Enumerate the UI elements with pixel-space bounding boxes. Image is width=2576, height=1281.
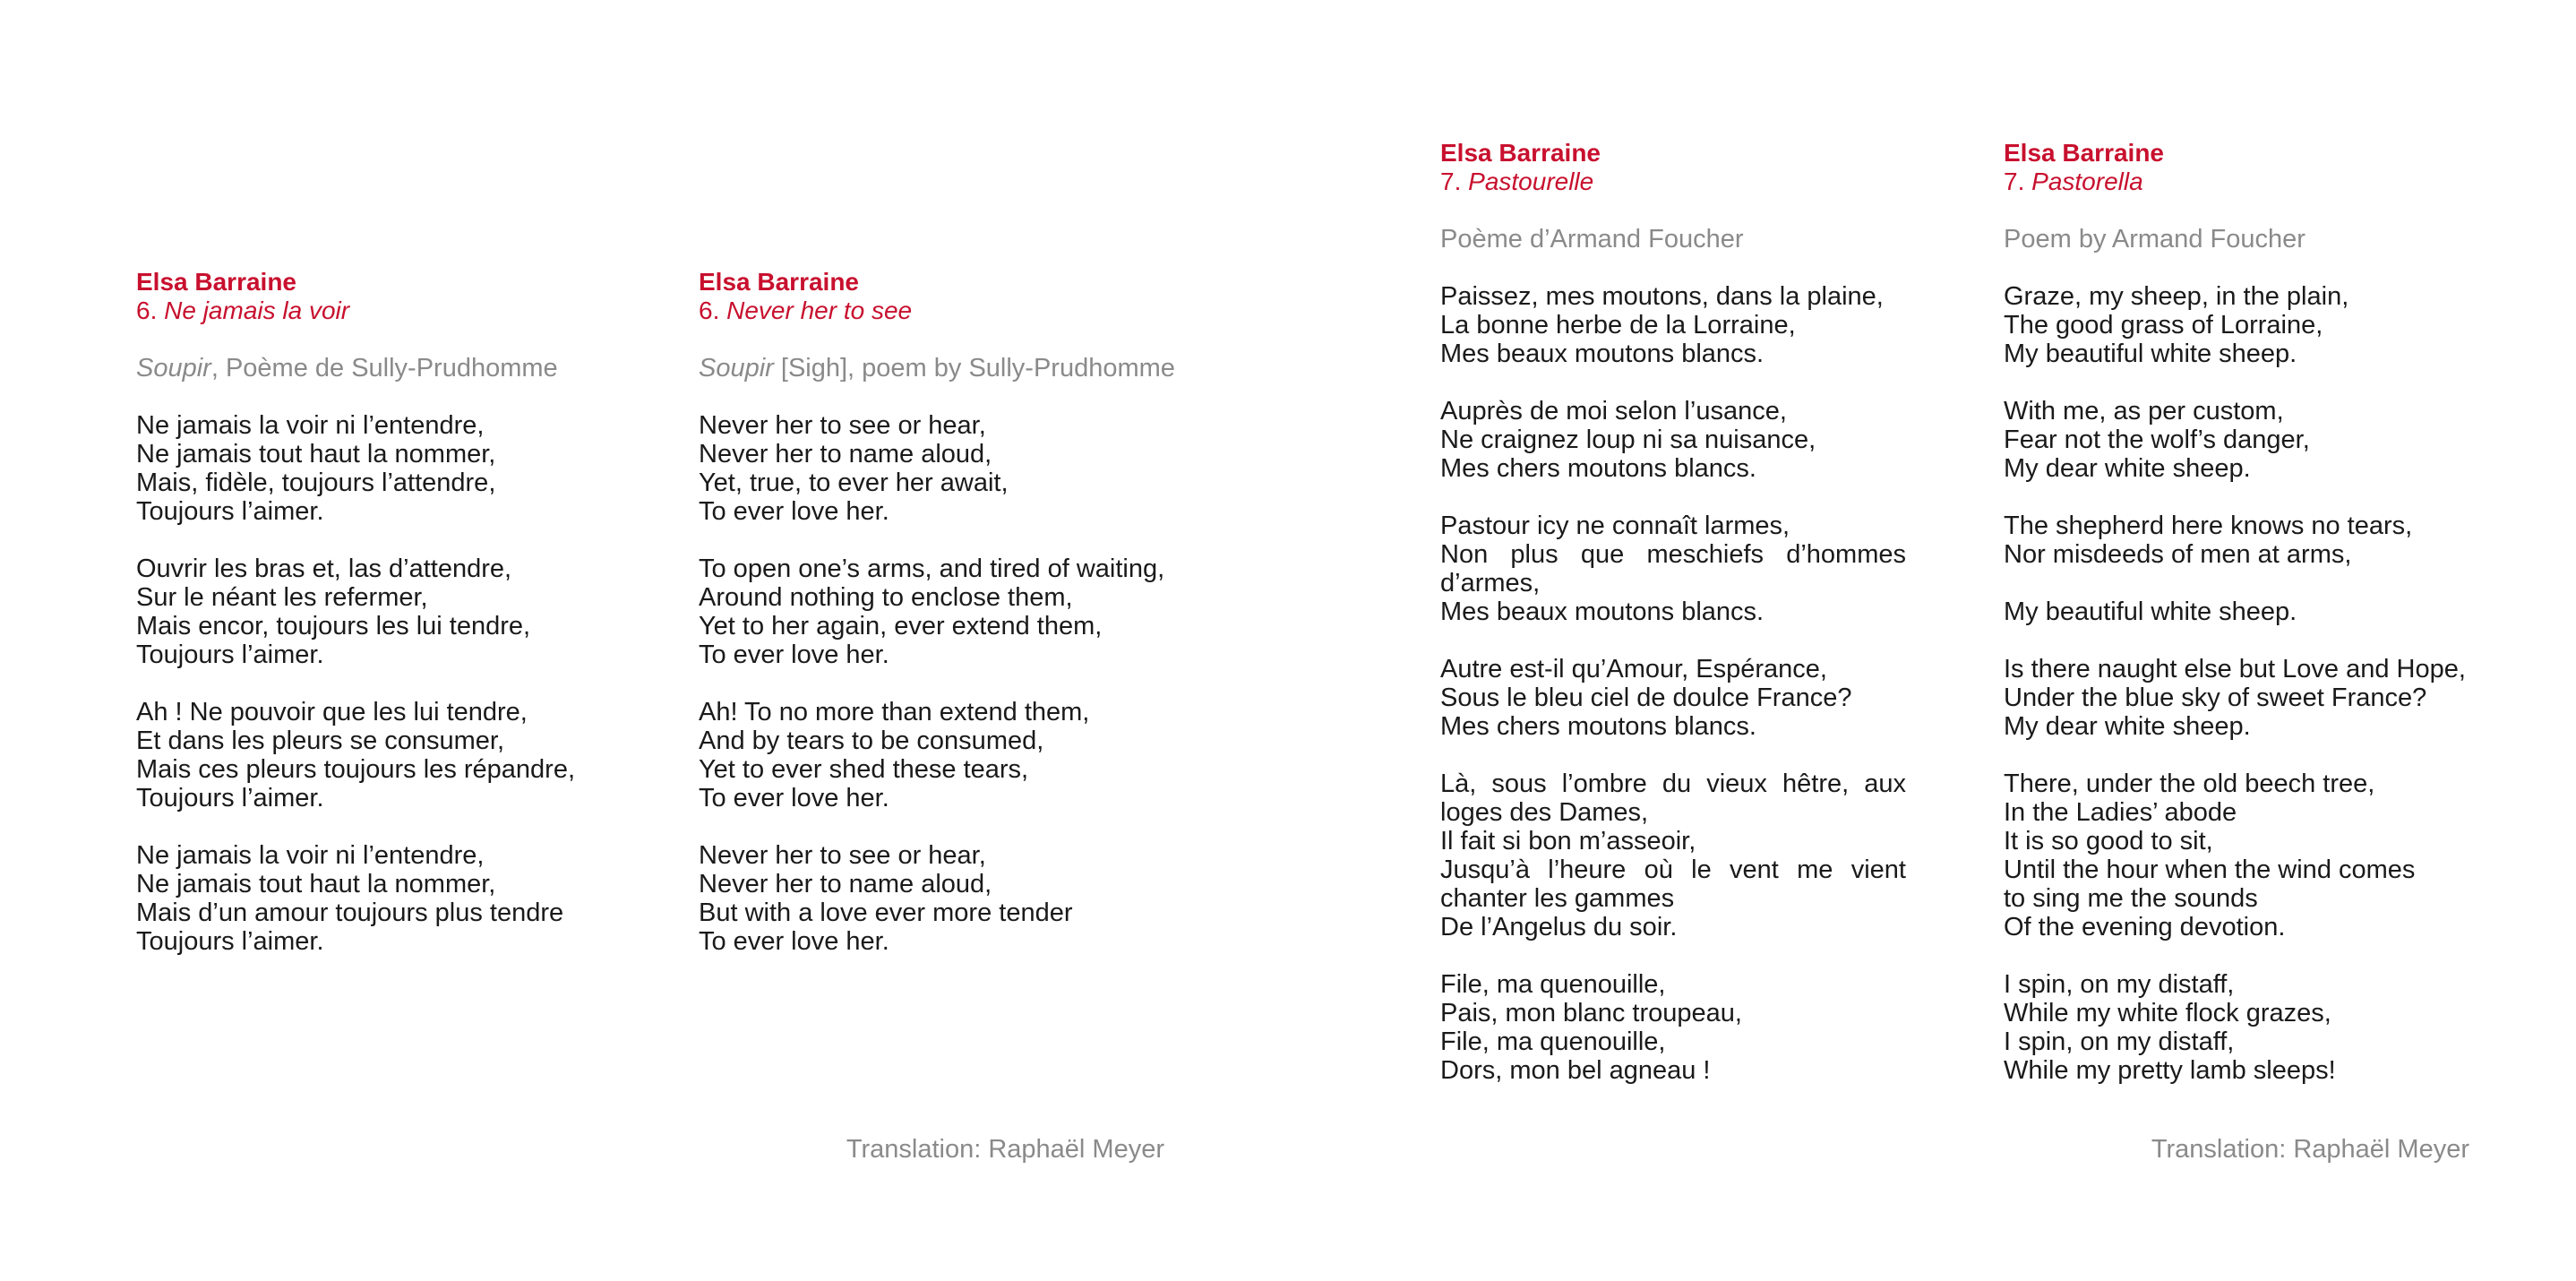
stanza — [1440, 769, 1906, 941]
poem-line: Mes chers moutons blancs. — [1440, 454, 1756, 483]
subtitle-italic: Soupir — [136, 354, 211, 383]
stanza — [699, 841, 1182, 956]
poem-subtitle — [1440, 225, 1906, 254]
poem-line: To ever love her. — [699, 640, 889, 669]
poem-line: To ever love her. — [699, 497, 889, 526]
poem-body — [136, 411, 620, 956]
song-heading — [699, 297, 1182, 325]
poem-line: Toujours l’aimer. — [136, 640, 324, 669]
poem-line: Graze, my sheep, in the plain, — [2004, 282, 2349, 311]
translation-credit: Translation: Raphaël Meyer — [2151, 1135, 2469, 1164]
poem-line: Sur le néant les refermer, — [136, 583, 428, 612]
poem-body — [699, 411, 1182, 956]
stanza — [2004, 970, 2469, 1085]
poem-line: Paissez, mes moutons, dans la plaine, — [1440, 282, 1884, 311]
poem-line: Toujours l’aimer. — [136, 927, 324, 956]
stanza — [2004, 282, 2469, 368]
poem-line: Sous le bleu ciel de doulce France? — [1440, 683, 1852, 712]
poem-line: With me, as per custom, — [2004, 397, 2284, 426]
poem-line: To ever love her. — [699, 927, 889, 956]
poem-line: While my pretty lamb sleeps! — [2004, 1056, 2336, 1085]
stanza — [699, 555, 1182, 669]
poem-line: Mais, fidèle, toujours l’attendre, — [136, 469, 496, 497]
song-heading — [2004, 168, 2469, 196]
poem-subtitle — [2004, 225, 2469, 254]
poem-line: My dear white sheep. — [2004, 454, 2251, 483]
poem-body — [2004, 282, 2469, 1085]
song-number: 7. — [2004, 168, 2032, 195]
poem-line: Mes beaux moutons blancs. — [1440, 340, 1765, 368]
poem-line: Toujours l’aimer. — [136, 784, 324, 812]
left-french-column — [136, 268, 620, 956]
poem-line: To ever love her. — [699, 784, 889, 812]
poem-line: To open one’s arms, and tired of waiting, — [699, 555, 1165, 583]
stanza — [1440, 970, 1906, 1085]
poem-line: Mes beaux moutons blancs. — [1440, 598, 1765, 626]
poem-line: My beautiful white sheep. — [2004, 340, 2297, 368]
right-english-column — [2004, 139, 2469, 1085]
poem-line: The shepherd here knows no tears, — [2004, 512, 2413, 540]
subtitle-text: Poem by Armand Foucher — [2004, 225, 2306, 254]
poem-line: Il fait si bon m’asseoir, — [1440, 827, 1696, 855]
poem-line: In the Ladies’ abode — [2004, 798, 2237, 827]
song-title: Never her to see — [726, 297, 913, 324]
stanza — [2004, 655, 2469, 741]
poem-line: Around nothing to enclose them, — [699, 583, 1073, 612]
song-heading — [1440, 168, 1906, 196]
poem-line: Ne jamais la voir ni l’entendre, — [136, 411, 485, 440]
poem-line: Ouvrir les bras et, las d’attendre, — [136, 555, 512, 583]
poem-line: Autre est-il qu’Amour, Espérance, — [1440, 655, 1827, 683]
poem-line: The good grass of Lorraine, — [2004, 311, 2323, 340]
poem-line: File, ma quenouille, — [1440, 1027, 1666, 1056]
stanza — [1440, 512, 1906, 626]
poem-line: Of the evening devotion. — [2004, 913, 2286, 941]
poem-line: My dear white sheep. — [2004, 712, 2251, 741]
poem-line: Non plus que meschiefs d’hommes d’armes, — [1440, 540, 1906, 598]
poem-line: File, ma quenouille, — [1440, 970, 1666, 999]
poem-line: Never her to see or hear, — [699, 841, 986, 870]
stanza — [2004, 397, 2469, 483]
composer-name: Elsa Barraine — [136, 268, 296, 296]
poem-line: Pastour icy ne connaît larmes, — [1440, 512, 1790, 540]
song-number: 6. — [699, 297, 727, 324]
poem-line: Mais encor, toujours les lui tendre, — [136, 612, 531, 640]
poem-line: Never her to name aloud, — [699, 440, 992, 469]
poem-line: Toujours l’aimer. — [136, 497, 324, 526]
subtitle-italic: Soupir — [699, 354, 774, 383]
poem-line: Jusqu’à l’heure où le vent me vient chanter les gammes — [1440, 855, 1906, 913]
poem-line: There, under the old beech tree, — [2004, 769, 2375, 798]
composer-name: Elsa Barraine — [1440, 139, 1601, 167]
poem-line: Ne jamais tout haut la nommer, — [136, 440, 496, 469]
poem-line: While my white flock grazes, — [2004, 999, 2331, 1027]
poem-line: De l’Angelus du soir. — [1440, 913, 1678, 941]
poem-line: Nor misdeeds of men at arms, — [2004, 540, 2352, 569]
left-english-column — [699, 268, 1182, 956]
song-heading — [136, 297, 620, 325]
song-title: Ne jamais la voir — [164, 297, 350, 324]
poem-line: Pais, mon blanc troupeau, — [1440, 999, 1742, 1027]
poem-line: Under the blue sky of sweet France? — [2004, 683, 2427, 712]
poem-line: Never her to name aloud, — [699, 870, 992, 898]
song-number: 6. — [136, 297, 165, 324]
stanza — [136, 698, 620, 812]
composer-name: Elsa Barraine — [699, 268, 859, 296]
composer-name: Elsa Barraine — [2004, 139, 2164, 167]
stanza — [1440, 397, 1906, 483]
poem-body — [1440, 282, 1906, 1085]
poem-line: And by tears to be consumed, — [699, 726, 1044, 755]
subtitle-text: , Poème de Sully-Prudhomme — [210, 354, 558, 383]
poem-line: It is so good to sit, — [2004, 827, 2213, 855]
stanza — [699, 698, 1182, 812]
poem-line: Fear not the wolf’s danger, — [2004, 426, 2310, 454]
poem-line — [2004, 569, 2469, 598]
stanza — [699, 411, 1182, 526]
poem-subtitle — [699, 354, 1182, 383]
poem-line: My beautiful white sheep. — [2004, 598, 2297, 626]
poem-line: Mais ces pleurs toujours les répandre, — [136, 755, 576, 784]
poem-line: to sing me the sounds — [2004, 884, 2258, 913]
subtitle-text: Poème d’Armand Foucher — [1440, 225, 1744, 254]
right-french-column — [1440, 139, 1906, 1085]
song-title: Pastorella — [2031, 168, 2143, 195]
poem-line: Never her to see or hear, — [699, 411, 986, 440]
poem-line: I spin, on my distaff, — [2004, 970, 2235, 999]
poem-line: Là, sous l’ombre du vieux hêtre, aux loges des Dames, — [1440, 769, 1906, 827]
poem-line: Mes chers moutons blancs. — [1440, 712, 1756, 741]
stanza — [136, 841, 620, 956]
poem-line: Ah ! Ne pouvoir que les lui tendre, — [136, 698, 528, 726]
stanza — [1440, 655, 1906, 741]
poem-line: Yet to ever shed these tears, — [699, 755, 1029, 784]
song-title: Pastourelle — [1468, 168, 1594, 195]
poem-line: Is there naught else but Love and Hope, — [2004, 655, 2466, 683]
translation-credit: Translation: Raphaël Meyer — [846, 1135, 1164, 1164]
poem-line: But with a love ever more tender — [699, 898, 1073, 927]
poem-line: Until the hour when the wind comes — [2004, 855, 2416, 884]
poem-line: Mais d’un amour toujours plus tendre — [136, 898, 564, 927]
poem-line: Dors, mon bel agneau ! — [1440, 1056, 1711, 1085]
poem-line: Ne jamais tout haut la nommer, — [136, 870, 496, 898]
poem-line: Ne craignez loup ni sa nuisance, — [1440, 426, 1816, 454]
stanza — [136, 555, 620, 669]
poem-line: I spin, on my distaff, — [2004, 1027, 2235, 1056]
stanza — [1440, 282, 1906, 368]
subtitle-text: [Sigh], poem by Sully-Prudhomme — [773, 354, 1175, 383]
poem-line: Et dans les pleurs se consumer, — [136, 726, 505, 755]
poem-line: Ne jamais la voir ni l’entendre, — [136, 841, 485, 870]
stanza — [2004, 769, 2469, 941]
song-number: 7. — [1440, 168, 1469, 195]
poem-subtitle — [136, 354, 620, 383]
poem-line: Ah! To no more than extend them, — [699, 698, 1090, 726]
poem-line: Yet, true, to ever her await, — [699, 469, 1009, 497]
poem-line: Yet to her again, ever extend them, — [699, 612, 1103, 640]
poem-line: Auprès de moi selon l’usance, — [1440, 397, 1787, 426]
stanza — [136, 411, 620, 526]
stanza — [2004, 512, 2469, 626]
poem-line: La bonne herbe de la Lorraine, — [1440, 311, 1796, 340]
